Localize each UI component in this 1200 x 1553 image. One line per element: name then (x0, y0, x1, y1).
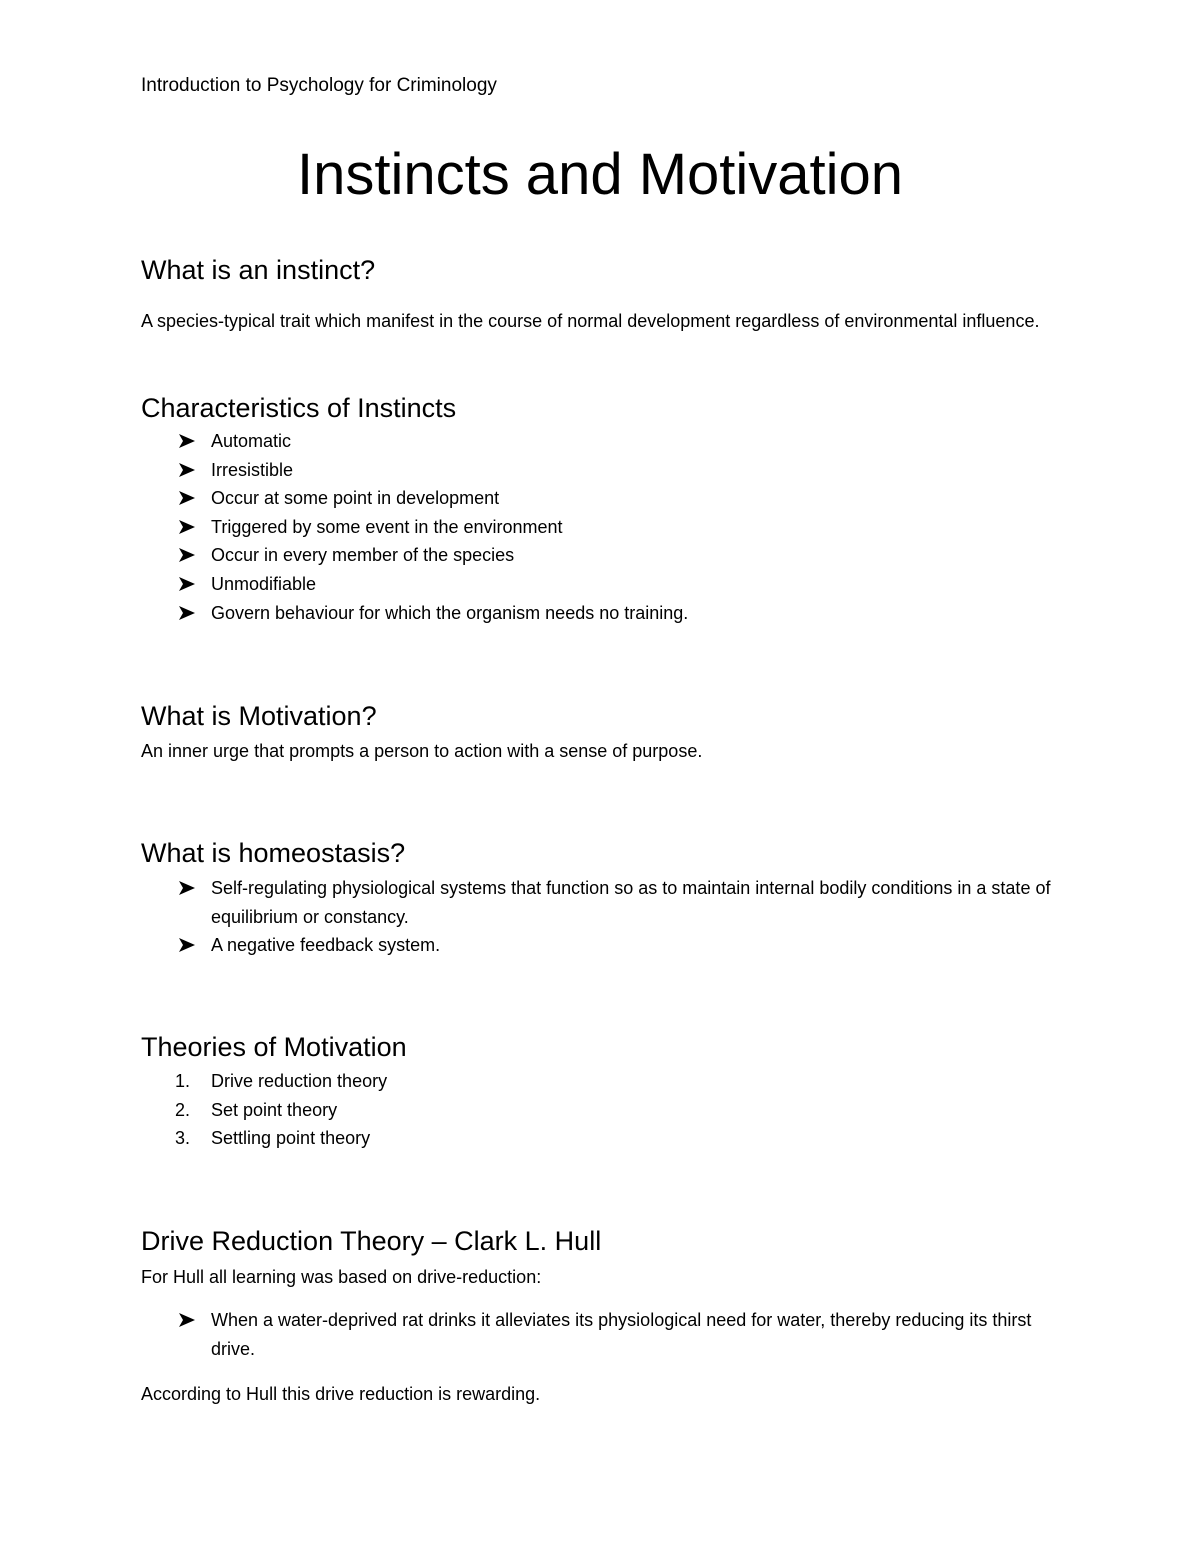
list-item (141, 456, 1061, 485)
list-item-number: 2. (175, 1099, 191, 1120)
arrowhead-bullet-icon (176, 427, 200, 455)
document-title: Instincts and Motivation (296, 142, 904, 207)
list-item-text: Drive reduction theory (211, 1071, 388, 1091)
list-item-text: Automatic (211, 431, 292, 451)
list-item-text: Govern behaviour for which the organism needs no training. (211, 602, 689, 623)
arrowhead-bullet-icon (176, 599, 200, 627)
homeostasis-list (141, 874, 1061, 960)
arrowhead-bullet-icon (176, 931, 200, 959)
heading-what-is-homeostasis: What is homeostasis? (141, 838, 406, 868)
arrowhead-bullet-icon (176, 874, 200, 902)
list-item (141, 541, 1061, 570)
theories-list (141, 1067, 1061, 1153)
list-item (141, 1124, 1061, 1153)
characteristics-list (141, 427, 1061, 627)
heading-what-is-instinct: What is an instinct? (141, 255, 376, 285)
list-item (141, 570, 1061, 599)
list-item-text: A negative feedback system. (211, 935, 441, 956)
running-header: Introduction to Psychology for Criminology (141, 75, 497, 96)
list-item (141, 931, 1061, 960)
paragraph-drive-reduction-conclusion: According to Hull this drive reduction is rewarding. (141, 1384, 541, 1404)
list-item-text: Occur in every member of the species (211, 545, 515, 566)
list-item-text: Settling point theory (211, 1128, 371, 1149)
paragraph-drive-reduction-intro: For Hull all learning was based on drive-reduction: (141, 1267, 542, 1287)
list-item-text: Occur at some point in development (211, 488, 500, 509)
list-item (141, 1096, 1061, 1125)
list-item-text: Irresistible (211, 459, 294, 480)
arrowhead-bullet-icon (176, 1306, 200, 1334)
list-item-text: When a water-deprived rat drinks it alleviates its physiological need for water, thereby reducing its thirst drive. (211, 1310, 1032, 1359)
paragraph-motivation-definition: An inner urge that prompts a person to action with a sense of purpose. (141, 741, 703, 761)
arrowhead-bullet-icon (176, 513, 200, 541)
arrowhead-bullet-icon (176, 484, 200, 512)
arrowhead-bullet-icon (176, 456, 200, 484)
paragraph-instinct-definition: A species-typical trait which manifest in the course of normal development regardless of environmental influence. (141, 311, 1040, 331)
list-item (141, 513, 1061, 542)
list-item (141, 427, 1061, 456)
arrowhead-bullet-icon (176, 541, 200, 569)
list-item (141, 599, 1061, 628)
heading-drive-reduction-theory: Drive Reduction Theory – Clark L. Hull (141, 1226, 602, 1256)
list-item (141, 1067, 1061, 1096)
heading-theories-of-motivation: Theories of Motivation (141, 1032, 407, 1062)
arrowhead-bullet-icon (176, 570, 200, 598)
heading-characteristics: Characteristics of Instincts (141, 393, 457, 423)
list-item-text: Set point theory (211, 1099, 338, 1120)
drive-reduction-list (141, 1306, 1061, 1363)
list-item-number: 3. (175, 1128, 191, 1149)
list-item-text: Self-regulating physiological systems that function so as to maintain internal bodily conditions in a state of equilibrium or constancy. (211, 878, 1051, 927)
list-item (141, 1306, 1061, 1363)
list-item (141, 874, 1061, 931)
heading-what-is-motivation: What is Motivation? (141, 701, 377, 731)
list-item-text: Unmodifiable (211, 573, 317, 594)
list-item (141, 484, 1061, 513)
list-item-number: 1. (175, 1071, 191, 1091)
list-item-text: Triggered by some event in the environment (211, 516, 563, 537)
